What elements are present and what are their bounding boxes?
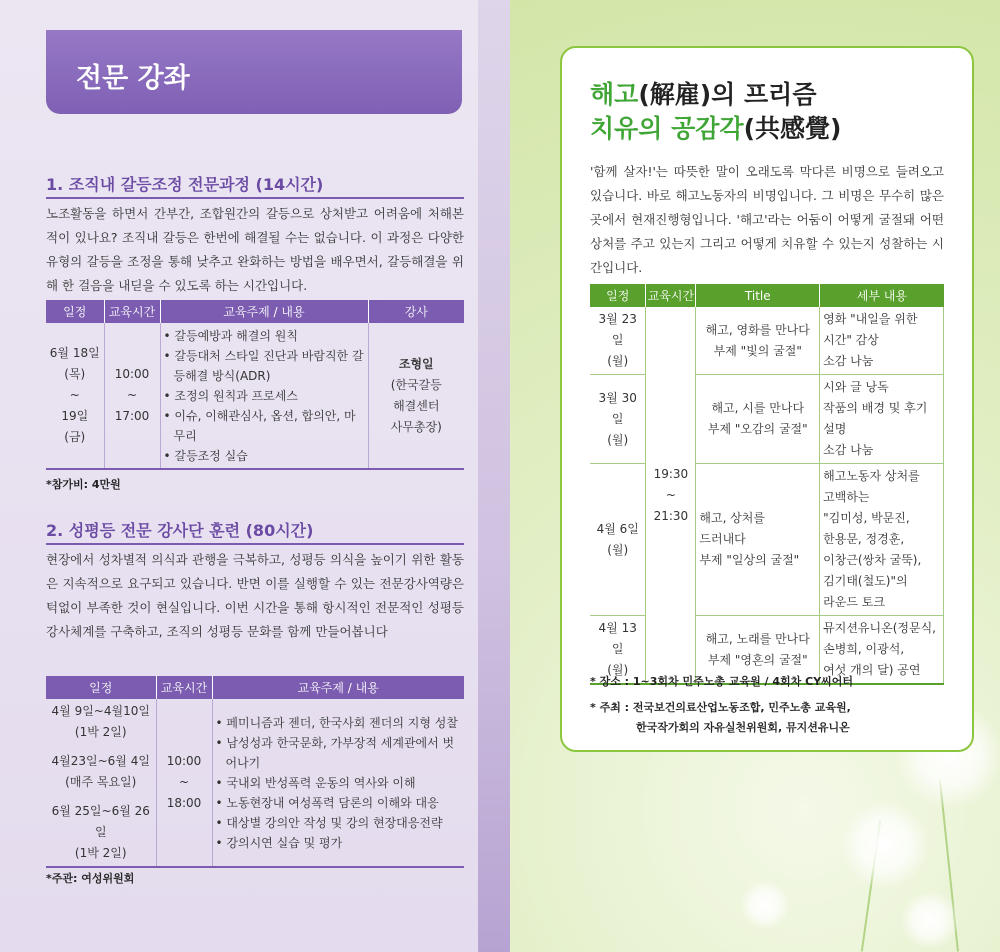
time-cell: 19:30 ~ 21:30 [646, 307, 696, 684]
table-row: 4월 6일 (월) 해고, 상처를 드러내다 부제 "일상의 굴절" 해고노동자 상처를 고백하는 "김미성, 박문진, 한용문, 정경훈, 이창근(쌍차 굴뚝), 김기태(철도)"의 라운드 토크 [590, 464, 944, 616]
schedule-cell: 6월 18일 (목) ~ 19일 (금) [46, 323, 104, 469]
place-note: * 장소 : 1~3회차 민주노총 교육원 / 4회차 CY씨어터 [590, 675, 854, 688]
table-header: 일정 [46, 300, 104, 323]
list-item: • 페미니즘과 젠더, 한국사회 젠더의 지형 성찰 [216, 713, 462, 733]
card-paragraph: '함께 살자!'는 따뜻한 말이 오래도록 막다른 비명으로 들려오고 있습니다. 바로 해고노동자의 비명입니다. 그 비명은 무수히 많은 곳에서 현재진행형입니다. '해고'라는 어둠이 어떻게 굴절돼 어떤 상처를 주고 있는지 그리고 어떻게 치유할 수 있는지 성찰하는 시간입니다. [590, 164, 944, 275]
table-header: 일정 [46, 676, 156, 699]
list-item: • 남성성과 한국문화, 가부장적 세계관에서 벗어나기 [216, 733, 462, 773]
table-header: 세부 내용 [820, 284, 944, 307]
time-cell: 10:00 ~ 17:00 [104, 323, 160, 469]
time-cell: 10:00 ~ 18:00 [156, 699, 212, 867]
table-header: 교육주제 / 내용 [160, 300, 368, 323]
schedule-table [590, 284, 944, 685]
list-item: • 대상별 강의안 작성 및 강의 현장대응전략 [216, 813, 462, 833]
table-row: 3월 23일 (월) 19:30 ~ 21:30 해고, 영화를 만나다 부제 "빛의 굴절" 영화 "내일을 위한 시간" 감상 소감 나눔 [590, 307, 944, 375]
title-tab [46, 30, 462, 114]
table-header: 강사 [368, 300, 464, 323]
section2-table [46, 676, 464, 868]
page-title: 전문 강좌 [76, 63, 190, 94]
topics-cell [160, 323, 368, 469]
dandelion-icon [840, 800, 930, 890]
table-row: 3월 30일 (월) 해고, 시를 만나다 부제 "오감의 굴절" 시와 글 낭독 작품의 배경 및 후기 설명 소감 나눔 [590, 375, 944, 464]
list-item: • 갈등대처 스타일 진단과 바람직한 갈등해결 방식(ADR) [164, 346, 365, 386]
schedule-cell: 4월 9일~4월10일 (1박 2일) 4월23일~6월 4일 (매주 목요일) 6월 25일~6월 26일 (1박 2일) [46, 699, 156, 867]
dandelion-icon [900, 890, 960, 950]
topics-cell [212, 699, 464, 867]
table-header: 교육시간 [646, 284, 696, 307]
table-header: 일정 [590, 284, 646, 307]
list-item: • 강의시연 실습 및 평가 [216, 833, 462, 853]
section1-note: *참가비: 4만원 [46, 478, 121, 491]
list-item: • 조정의 원칙과 프로세스 [164, 386, 365, 406]
table-row: 4월 13일 (월) 해고, 노래를 만나다 부제 "영혼의 굴절" 뮤지션유니온(정문식, 손병희, 이광석, 여섯 개의 달) 공연 [590, 616, 944, 685]
list-item: • 갈등조정 실습 [164, 446, 365, 466]
section2-paragraph: 현장에서 성차별적 의식과 관행을 극복하고, 성평등 의식을 높이기 위한 활동은 지속적으로 요구되고 있습니다. 반면 이를 실행할 수 있는 전문강사역량은 턱없이 부족한 것이 현실입니다. 이번 시간을 통해 항시적인 전문적인 성평등 강사체계를 구축하고, 조직의 성평등 문화를 함께 만들어봅니다 [46, 552, 464, 639]
table-header: 교육시간 [104, 300, 160, 323]
lecturer-name: 조형일 [398, 356, 434, 371]
card-title: 해고(解雇)의 프리즘 치유의 공감각(共感覺) [590, 80, 842, 143]
section2-note: *주관: 여성위원회 [46, 872, 135, 885]
list-item: • 갈등예방과 해결의 원칙 [164, 326, 365, 346]
section1-title: 1. 조직내 갈등조정 전문과정 (14시간) [46, 172, 464, 199]
dandelion-icon [740, 880, 790, 930]
section1-table [46, 300, 464, 470]
list-item: • 국내외 반성폭력 운동의 역사와 이해 [216, 773, 462, 793]
lecturer-cell: 조형일 (한국갈등 해결센터 사무총장) [368, 323, 464, 469]
host-note-cont: 한국작가회의 자유실천위원회, 뮤지션유니온 [636, 721, 850, 734]
section1-paragraph: 노조활동을 하면서 간부간, 조합원간의 갈등으로 상처받고 어려움에 처해본 적이 있나요? 조직내 갈등은 한번에 해결될 수는 없습니다. 이 과정은 다양한 유형의 갈등을 조정을 통해 낮추고 완화하는 방법을 배우면서, 갈등해결을 위해 한 걸음을 내딛을 수 있도록 하는 시간입니다. [46, 206, 464, 293]
list-item: • 노동현장내 여성폭력 담론의 이해와 대응 [216, 793, 462, 813]
table-header: 교육시간 [156, 676, 212, 699]
section2-title: 2. 성평등 전문 강사단 훈련 (80시간) [46, 518, 464, 545]
host-note: * 주최 : 전국보건의료산업노동조합, 민주노총 교육원, [590, 701, 851, 714]
list-item: • 이슈, 이해관심사, 옵션, 합의안, 마무리 [164, 406, 365, 446]
table-header: Title [696, 284, 820, 307]
table-header: 교육주제 / 내용 [212, 676, 464, 699]
